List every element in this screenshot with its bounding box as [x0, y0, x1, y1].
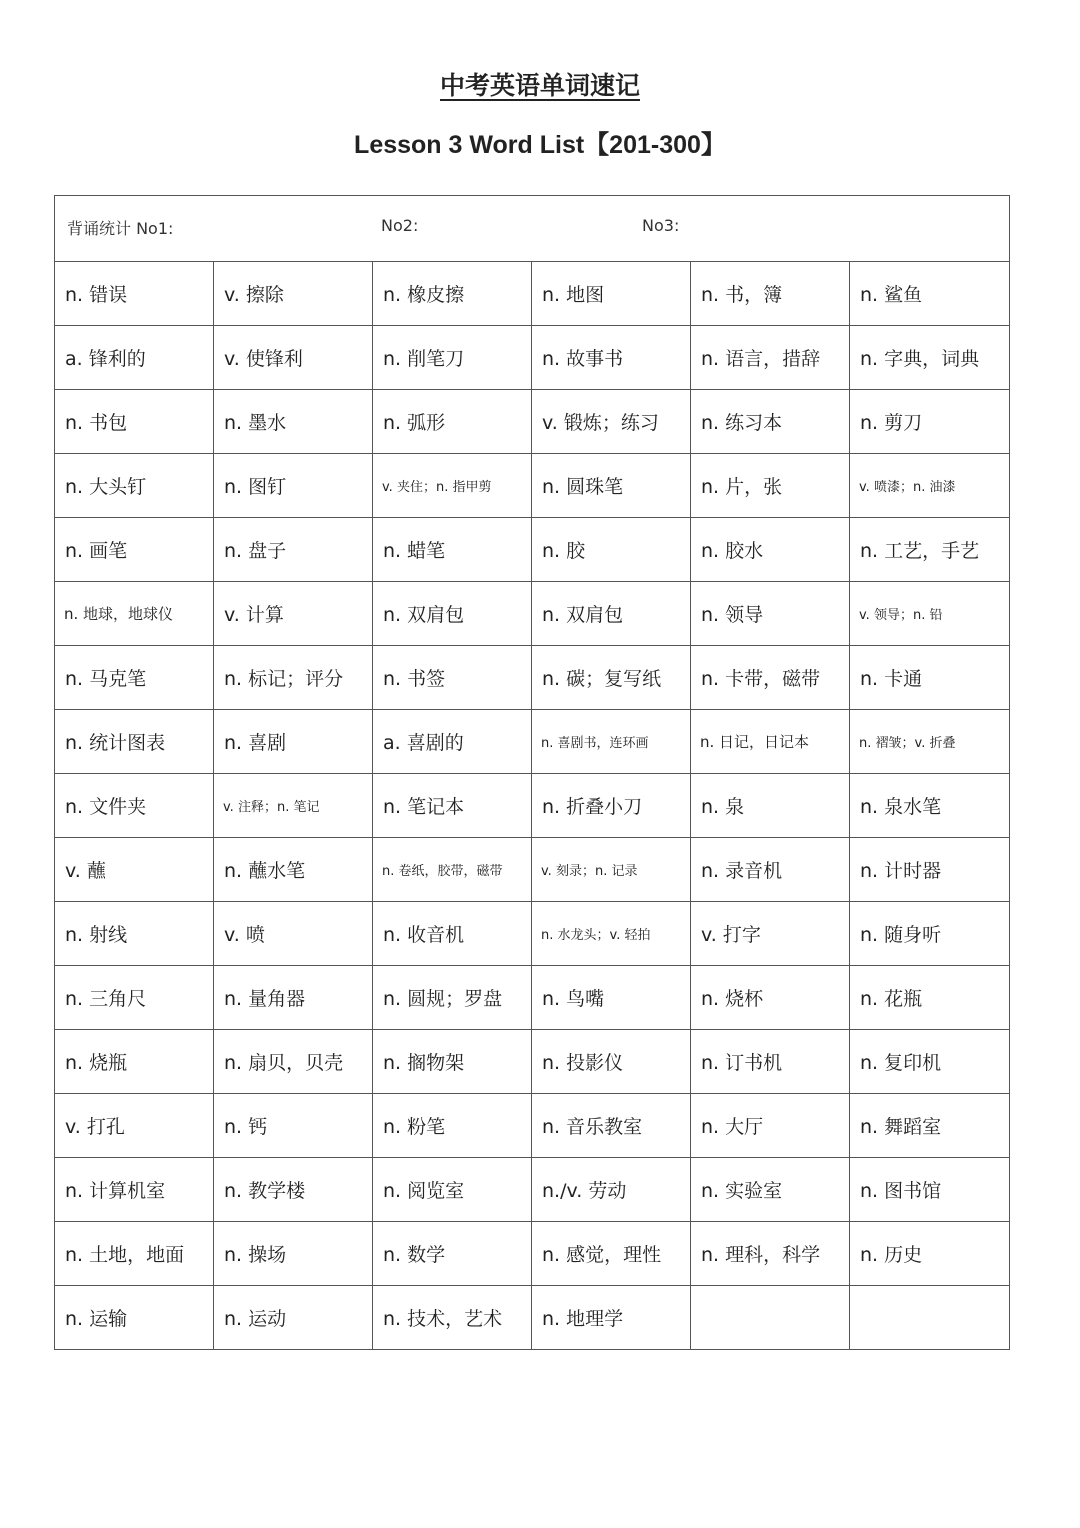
word-cell: v. 打孔 [55, 1094, 214, 1158]
word-cell: a. 喜剧的 [373, 710, 532, 774]
word-cell: v. 刻录；n. 记录 [532, 838, 691, 902]
word-cell: n. 统计图表 [55, 710, 214, 774]
recitation-stats-row [55, 196, 1010, 262]
word-list-table [54, 195, 1010, 1350]
word-cell: n. 订书机 [691, 1030, 850, 1094]
word-cell: n. 花瓶 [850, 966, 1010, 1030]
word-cell: n. 削笔刀 [373, 326, 532, 390]
recitation-stats-cell [55, 196, 1010, 262]
table-row [55, 774, 1010, 838]
table-row [55, 1222, 1010, 1286]
word-cell: n. 卡带，磁带 [691, 646, 850, 710]
word-cell: n. 大头钉 [55, 454, 214, 518]
word-cell: n. 弧形 [373, 390, 532, 454]
page-subtitle: Lesson 3 Word List【201-300】 [354, 131, 726, 159]
word-cell: n. 圆规；罗盘 [373, 966, 532, 1030]
word-cell: v. 锻炼；练习 [532, 390, 691, 454]
word-cell: n. 搁物架 [373, 1030, 532, 1094]
table-row [55, 1286, 1010, 1350]
word-cell: n. 地球，地球仪 [55, 582, 214, 646]
word-cell: n. 图书馆 [850, 1158, 1010, 1222]
table-row [55, 1094, 1010, 1158]
word-cell: n. 音乐教室 [532, 1094, 691, 1158]
word-cell: n. 胶水 [691, 518, 850, 582]
word-cell: n. 鸟嘴 [532, 966, 691, 1030]
word-cell: n. 故事书 [532, 326, 691, 390]
word-cell: n. 复印机 [850, 1030, 1010, 1094]
table-row [55, 262, 1010, 326]
word-cell: n. 泉 [691, 774, 850, 838]
word-cell: n. 错误 [55, 262, 214, 326]
word-cell: n. 技术，艺术 [373, 1286, 532, 1350]
word-cell: n. 盘子 [214, 518, 373, 582]
word-cell: v. 喷 [214, 902, 373, 966]
word-cell: v. 打字 [691, 902, 850, 966]
table-row [55, 646, 1010, 710]
table-row [55, 326, 1010, 390]
word-cell: n. 剪刀 [850, 390, 1010, 454]
word-cell: n. 地图 [532, 262, 691, 326]
word-cell: n. 画笔 [55, 518, 214, 582]
word-cell: n. 计时器 [850, 838, 1010, 902]
word-cell: n. 三角尺 [55, 966, 214, 1030]
word-cell: v. 擦除 [214, 262, 373, 326]
word-cell: n. 计算机室 [55, 1158, 214, 1222]
table-row [55, 454, 1010, 518]
page-title-text: 中考英语单词速记 [439, 71, 640, 100]
word-cell: v. 领导；n. 铅 [850, 582, 1010, 646]
word-cell: n. 卷纸，胶带，磁带 [373, 838, 532, 902]
word-cell: v. 使锋利 [214, 326, 373, 390]
stat-label-no3: No3: [642, 216, 680, 235]
word-cell: n. 工艺，手艺 [850, 518, 1010, 582]
word-cell [691, 1286, 850, 1350]
word-cell: n. 标记；评分 [214, 646, 373, 710]
word-cell [850, 1286, 1010, 1350]
word-cell: n. 双肩包 [373, 582, 532, 646]
word-cell: n. 烧瓶 [55, 1030, 214, 1094]
word-cell: v. 夹住；n. 指甲剪 [373, 454, 532, 518]
page-title [0, 66, 1080, 102]
word-cell: n. 历史 [850, 1222, 1010, 1286]
word-cell: v. 注释；n. 笔记 [214, 774, 373, 838]
word-cell: n. 数学 [373, 1222, 532, 1286]
word-cell: n. 书包 [55, 390, 214, 454]
word-cell: n. 粉笔 [373, 1094, 532, 1158]
word-cell: n. 收音机 [373, 902, 532, 966]
word-cell: n. 教学楼 [214, 1158, 373, 1222]
table-row [55, 710, 1010, 774]
word-cell: n. 蘸水笔 [214, 838, 373, 902]
word-cell: n. 感觉，理性 [532, 1222, 691, 1286]
table-row [55, 1158, 1010, 1222]
word-cell: n. 钙 [214, 1094, 373, 1158]
word-cell: n. 语言，措辞 [691, 326, 850, 390]
word-cell: n. 阅览室 [373, 1158, 532, 1222]
word-cell: n. 烧杯 [691, 966, 850, 1030]
stat-label-no1: 背诵统计 No1: [67, 219, 174, 238]
word-cell: n. 量角器 [214, 966, 373, 1030]
word-cell: n. 书，簿 [691, 262, 850, 326]
word-cell: n. 射线 [55, 902, 214, 966]
word-cell: n. 舞蹈室 [850, 1094, 1010, 1158]
word-cell: n. 碳；复写纸 [532, 646, 691, 710]
word-cell: n. 文件夹 [55, 774, 214, 838]
word-cell: n. 领导 [691, 582, 850, 646]
word-cell: n. 运动 [214, 1286, 373, 1350]
word-cell: n. 理科，科学 [691, 1222, 850, 1286]
word-cell: n. 地理学 [532, 1286, 691, 1350]
table-row [55, 518, 1010, 582]
table-row [55, 390, 1010, 454]
word-cell: n. 马克笔 [55, 646, 214, 710]
word-cell: n. 橡皮擦 [373, 262, 532, 326]
word-cell: n. 胶 [532, 518, 691, 582]
word-cell: n. 扇贝，贝壳 [214, 1030, 373, 1094]
stat-label-no2: No2: [381, 216, 419, 235]
word-cell: n. 书签 [373, 646, 532, 710]
word-cell: n. 鲨鱼 [850, 262, 1010, 326]
word-cell: n. 实验室 [691, 1158, 850, 1222]
word-cell: n. 泉水笔 [850, 774, 1010, 838]
word-cell: n. 操场 [214, 1222, 373, 1286]
word-cell: n. 喜剧 [214, 710, 373, 774]
word-cell: n. 图钉 [214, 454, 373, 518]
word-cell: n./v. 劳动 [532, 1158, 691, 1222]
word-cell: n. 折叠小刀 [532, 774, 691, 838]
word-cell: n. 片，张 [691, 454, 850, 518]
word-cell: n. 水龙头；v. 轻拍 [532, 902, 691, 966]
word-cell: v. 计算 [214, 582, 373, 646]
word-cell: n. 投影仪 [532, 1030, 691, 1094]
word-cell: n. 日记，日记本 [691, 710, 850, 774]
table-row [55, 1030, 1010, 1094]
word-cell: v. 喷漆；n. 油漆 [850, 454, 1010, 518]
word-cell: n. 笔记本 [373, 774, 532, 838]
word-cell: v. 蘸 [55, 838, 214, 902]
word-cell: n. 字典，词典 [850, 326, 1010, 390]
word-cell: n. 运输 [55, 1286, 214, 1350]
table-row [55, 966, 1010, 1030]
word-cell: n. 蜡笔 [373, 518, 532, 582]
table-row [55, 838, 1010, 902]
word-cell: n. 卡通 [850, 646, 1010, 710]
word-cell: n. 练习本 [691, 390, 850, 454]
word-cell: n. 双肩包 [532, 582, 691, 646]
word-cell: n. 圆珠笔 [532, 454, 691, 518]
table-row [55, 902, 1010, 966]
word-cell: n. 录音机 [691, 838, 850, 902]
word-cell: n. 随身听 [850, 902, 1010, 966]
word-cell: n. 土地，地面 [55, 1222, 214, 1286]
word-cell: n. 墨水 [214, 390, 373, 454]
word-cell: n. 大厅 [691, 1094, 850, 1158]
word-cell: n. 褶皱；v. 折叠 [850, 710, 1010, 774]
word-cell: n. 喜剧书，连环画 [532, 710, 691, 774]
table-row [55, 582, 1010, 646]
word-cell: a. 锋利的 [55, 326, 214, 390]
